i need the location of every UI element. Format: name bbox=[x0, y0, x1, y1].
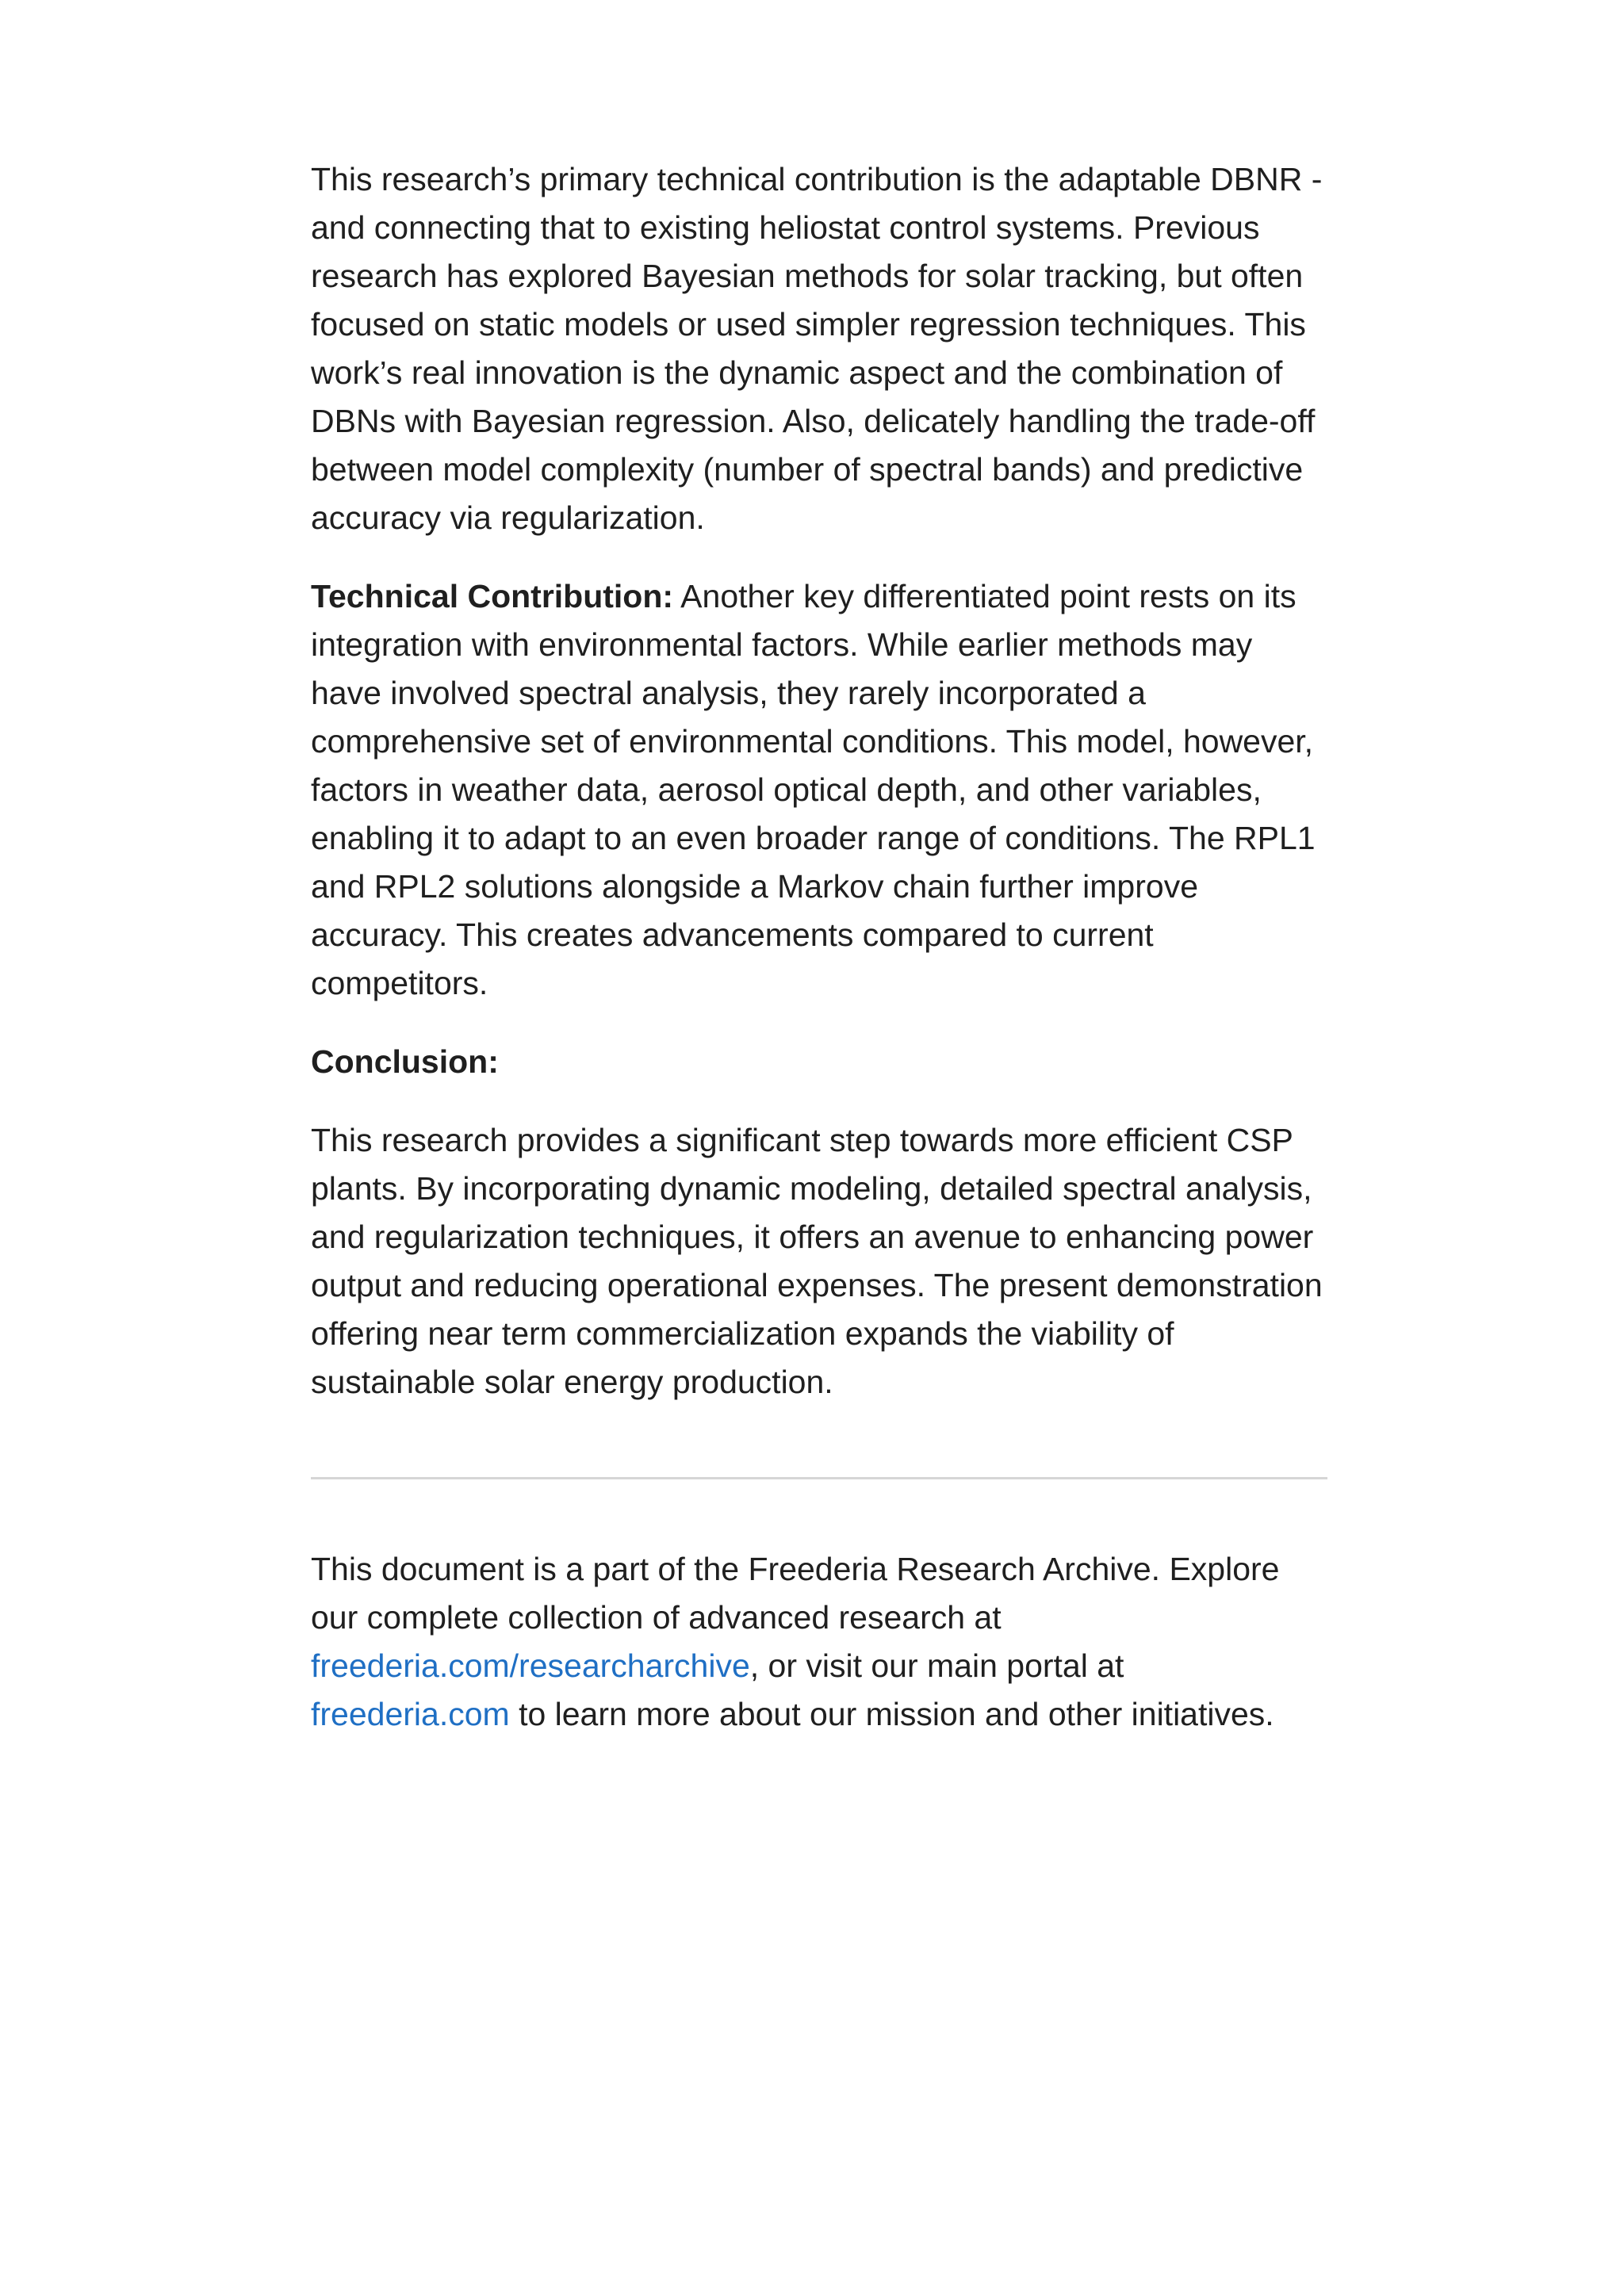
footer-text-3: to learn more about our mission and other initiatives. bbox=[509, 1696, 1274, 1732]
paragraph-technical-contribution bbox=[311, 572, 1327, 1008]
technical-contribution-text: Another key differentiated point rests on its integration with environmental factors. While earlier methods may have involved spectral analysis, they rarely incorporated a comprehensive set of environmental conditions. This model, however, factors in weather data, aerosol optical depth, and other variables, enabling it to adapt to an even broader range of conditions. The RPL1 and RPL2 solutions alongside a Markov chain further improve accuracy. This creates advancements compared to current competitors. bbox=[311, 578, 1316, 1001]
conclusion-heading bbox=[311, 1038, 1327, 1086]
footer-text-2: , or visit our main portal at bbox=[749, 1647, 1124, 1684]
paragraph-technical-contribution-intro: This research’s primary technical contribution is the adaptable DBNR - and connecting that to existing heliostat control systems. Previous research has explored Bayesian methods for solar tracking, but often focused on static models or used simpler regression techniques. This work’s real innovation is the dynamic aspect and the combination of DBNs with Bayesian regression. Also, delicately handling the trade-off between model complexity (number of spectral bands) and predictive accuracy via regularization. bbox=[311, 161, 1323, 536]
paragraph-conclusion: This research provides a significant step towards more efficient CSP plants. By incorporating dynamic modeling, detailed spectral analysis, and regularization techniques, it offers an avenue to enhancing power output and reducing operational expenses. The present demonstration offering near term commercialization expands the viability of sustainable solar energy production. bbox=[311, 1122, 1323, 1400]
archive-footer-note bbox=[311, 1545, 1327, 1739]
footer-text-1: This document is a part of the Freederia Research Archive. Explore our complete collection of advanced research at bbox=[311, 1551, 1280, 1636]
technical-contribution-label: Technical Contribution: bbox=[311, 578, 674, 614]
conclusion-heading-text: Conclusion: bbox=[311, 1043, 499, 1080]
section-divider bbox=[311, 1477, 1327, 1479]
main-portal-link[interactable]: freederia.com bbox=[311, 1696, 510, 1732]
document-page bbox=[311, 155, 1327, 1739]
research-archive-link[interactable]: freederia.com/researcharchive bbox=[311, 1647, 750, 1684]
